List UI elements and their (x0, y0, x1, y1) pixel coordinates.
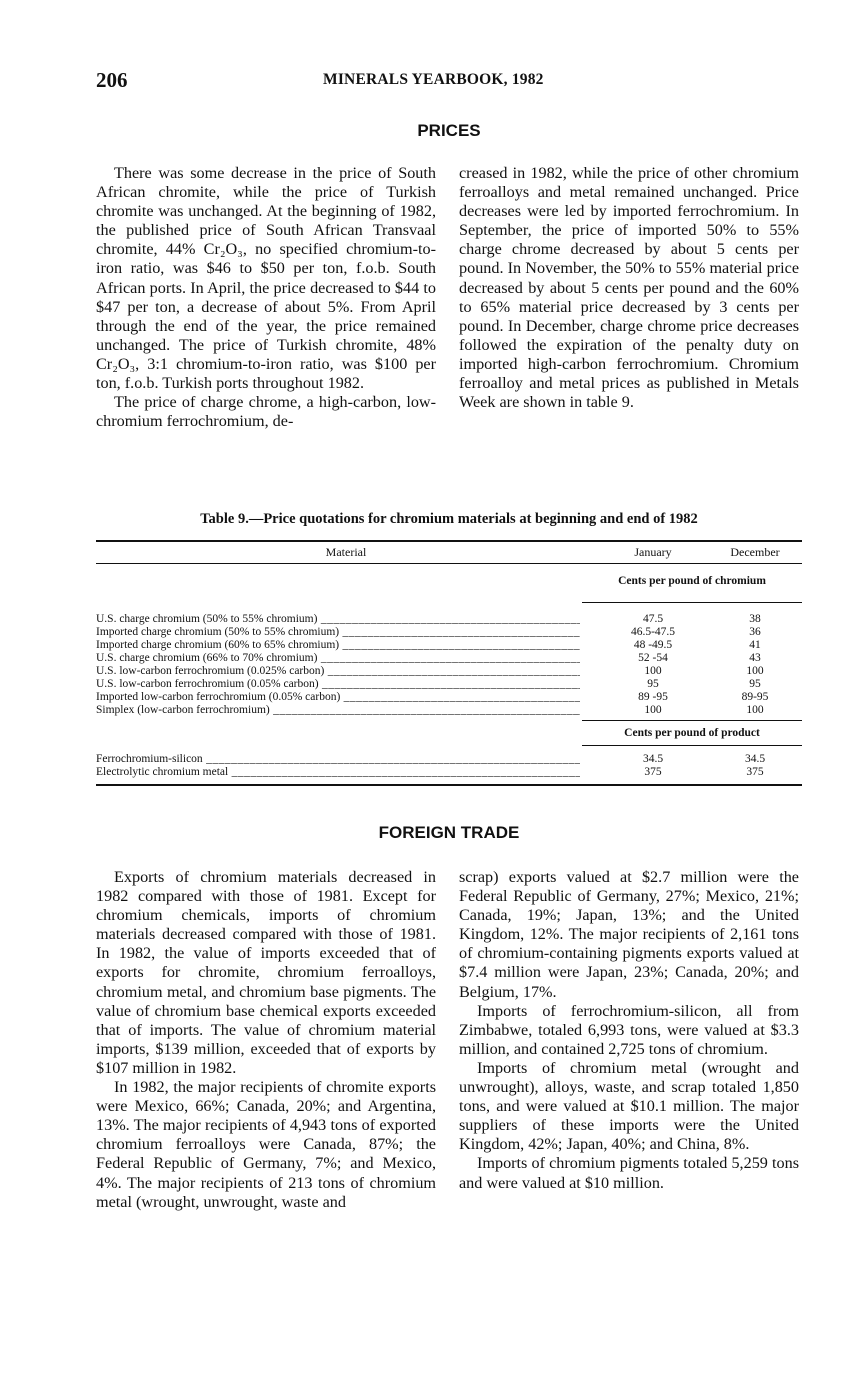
foreign-trade-left-column (96, 868, 436, 1212)
price-table (96, 538, 802, 788)
foreign-trade-paragraph-5: Imports of chromium metal (wrought and unwrought), alloys, waste, and scrap totaled 1,850 tons, and were valued at $10.1 million. The major suppliers of these imports were the United Kingdom, 42%; Japan, 40%; and China, 8%. (459, 1058, 799, 1154)
row-december: 43 (749, 652, 761, 664)
row-january: 100 (644, 665, 662, 677)
prices-heading: PRICES (417, 121, 481, 140)
row-material: Electrolytic chromium metal _____ (96, 766, 580, 779)
row-january: 48 -49.5 (633, 639, 673, 651)
unit-rule-1 (582, 602, 802, 603)
foreign-trade-paragraph-2: In 1982, the major recipients of chromite exports were Mexico, 66%; Canada, 20%; and Argentina, 13%. The major recipients of 4,943 tons of exported chromium ferroalloys were Canada, 87%; the Federal Republic of Germany, 7%; and Mexico, 4%. The major recipients of 213 tons of chromium metal (wrought, unwrought, waste and (96, 1078, 436, 1211)
row-december: 38 (749, 613, 761, 625)
table-title: Table 9.—Price quotations for chromium materials at beginning and end of 1982 (200, 511, 698, 527)
prices-paragraph-1: There was some decrease in the price of South African chromite, while the price of Turkish chromite was unchanged. At the beginning of 1982, the published price of South African Transvaal chromite, 44% Cr₂O₃, no specified chromium-to-iron ratio, was $46 to $50 per ton, f.o.b. South African ports. In April, the price decreased to $44 to $47 per ton, a decrease of about 5%. From April through the end of the year, the price remained unchanged. The price of Turkish chromite, 48% Cr₂O₃, 3:1 chromium-to-iron ratio, was $100 per ton, f.o.b. Turkish ports throughout 1982. (96, 164, 436, 393)
table-row (96, 665, 802, 678)
row-material: U.S. low-carbon ferrochromium (0.05% carbon) _____ (96, 678, 580, 691)
page-header (96, 68, 802, 94)
row-december: 375 (746, 766, 764, 778)
table-row (96, 691, 802, 704)
row-december: 100 (746, 665, 764, 677)
row-january: 47.5 (642, 613, 664, 625)
running-title: MINERALS YEARBOOK, 1982 (323, 71, 544, 88)
header-january: January (634, 545, 672, 559)
table-row (96, 704, 802, 717)
row-material: Imported charge chromium (60% to 65% chromium) _____ (96, 639, 580, 652)
table-row (96, 626, 802, 639)
unit-label-chromium: Cents per pound of chromium (618, 575, 766, 587)
row-material: Ferrochromium-silicon _____ (96, 753, 580, 766)
table-bottom-rule (96, 784, 802, 786)
row-january: 95 (647, 678, 659, 690)
row-december: 36 (749, 626, 761, 638)
table-row (96, 753, 802, 766)
prices-left-column (96, 164, 436, 431)
foreign-trade-right-column (459, 868, 799, 1193)
table-row (96, 639, 802, 652)
prices-paragraph-2: The price of charge chrome, a high-carbon, low-chromium ferrochromium, de- (96, 393, 436, 431)
row-december: 41 (749, 639, 761, 651)
row-january: 375 (644, 766, 662, 778)
foreign-trade-heading: FOREIGN TRADE (378, 823, 520, 842)
unit-rule-3 (582, 745, 802, 746)
row-december: 89-95 (741, 691, 769, 703)
row-material: U.S. low-carbon ferrochromium (0.025% carbon) _____ (96, 665, 580, 678)
table-row (96, 652, 802, 665)
row-material: Imported low-carbon ferrochromium (0.05% carbon) _____ (96, 691, 580, 704)
table-row (96, 766, 802, 779)
row-january: 34.5 (642, 753, 664, 765)
header-rule (96, 563, 802, 564)
row-january: 100 (644, 704, 662, 716)
unit-label-product: Cents per pound of product (624, 727, 760, 739)
header-december: December (730, 545, 780, 559)
foreign-trade-paragraph-1: Exports of chromium materials decreased in 1982 compared with those of 1981. Except for chromium chemicals, imports of chromium materials decreased compared with those of 1981. In 1982, the value of imports exceeded that of exports for chromite, chromium ferroalloys, chromium metal, and chromium base pigments. The value of chromium base chemical exports exceeded that of imports. The value of chromium material imports, $139 million, exceeded that of exports by $107 million in 1982. (96, 868, 436, 1077)
prices-paragraph-3: creased in 1982, while the price of other chromium ferroalloys and metal remained unchanged. Price decreases were led by imported ferrochromium. In September, the price of imported 50% to 55% charge chrome decreased by about 5 cents per pound. In November, the 50% to 55% material price decreased by about 5 cents per pound and the 60% to 65% material price decreased by 3 cents per pound. In December, charge chrome price decreases followed the expiration of the penalty duty on imported high-carbon ferrochromium. Chromium ferroalloy and metal prices as published in Metals Week are shown in table 9. (459, 164, 799, 412)
row-december: 34.5 (744, 753, 766, 765)
foreign-trade-paragraph-3: scrap) exports valued at $2.7 million were the Federal Republic of Germany, 27%; Mexico, 21%; Canada, 19%; Japan, 13%; and the United Kingdom, 12%. The major recipients of 2,161 tons of chromium-containing pigments exports valued at $7.4 million were Japan, 23%; Canada, 20%; and Belgium, 17%. (459, 868, 799, 1001)
row-december: 100 (746, 704, 764, 716)
table-row (96, 613, 802, 626)
row-material: Simplex (low-carbon ferrochromium) _____ (96, 704, 580, 717)
table-row (96, 678, 802, 691)
page-number: 206 (96, 68, 128, 92)
row-december: 95 (749, 678, 761, 690)
row-january: 52 -54 (638, 652, 668, 664)
table-top-rule (96, 540, 802, 542)
row-january: 46.5-47.5 (630, 626, 676, 638)
row-material: Imported charge chromium (50% to 55% chromium) _____ (96, 626, 580, 639)
unit-rule-2 (582, 720, 802, 721)
header-material: Material (325, 545, 367, 559)
row-material: U.S. charge chromium (50% to 55% chromium) _____ (96, 613, 580, 626)
prices-right-column (459, 164, 799, 412)
row-january: 89 -95 (638, 691, 668, 703)
row-material: U.S. charge chromium (66% to 70% chromium) _____ (96, 652, 580, 665)
foreign-trade-paragraph-4: Imports of ferrochromium-silicon, all from Zimbabwe, totaled 6,993 tons, were valued at $3.3 million, and contained 2,725 tons of chromium. (459, 1001, 799, 1058)
foreign-trade-paragraph-6: Imports of chromium pigments totaled 5,259 tons and were valued at $10 million. (459, 1154, 799, 1192)
